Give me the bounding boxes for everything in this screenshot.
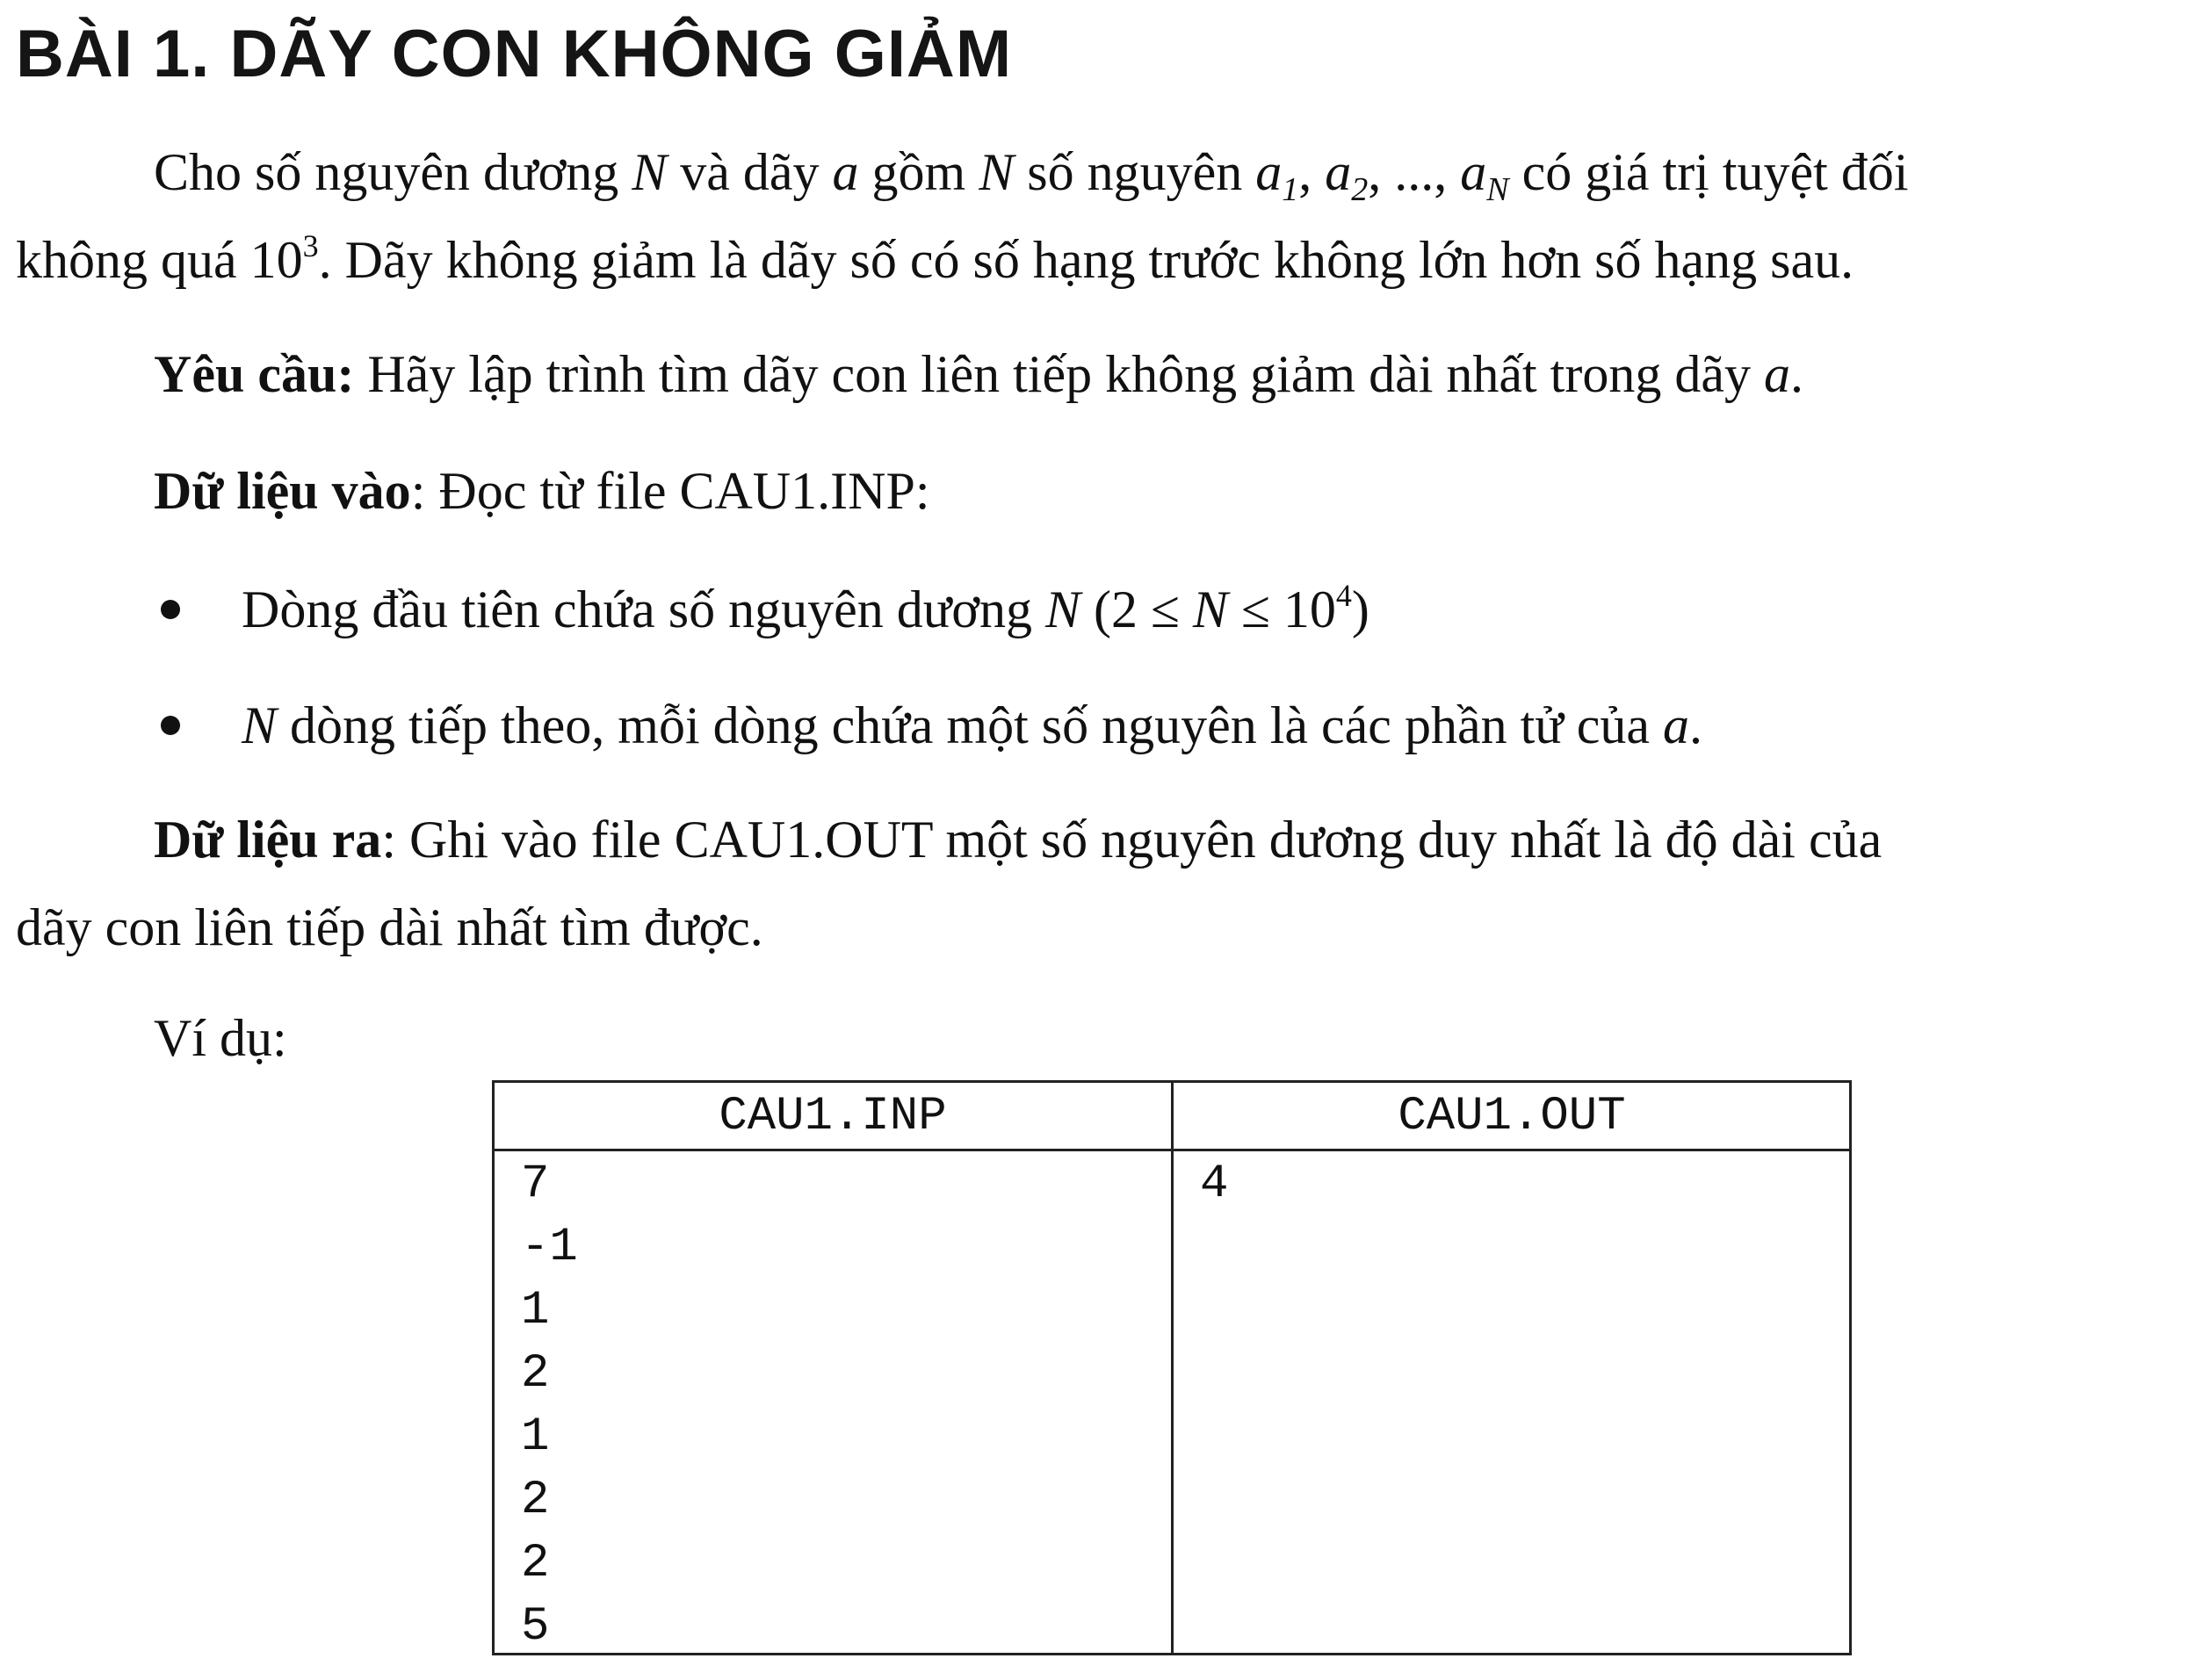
example-label: Ví dụ: — [154, 1009, 287, 1067]
input-line: 7 — [521, 1157, 550, 1211]
input-spec: Dữ liệu vào: Đọc từ file CAU1.INP: — [154, 462, 930, 520]
bullet-dot — [161, 716, 180, 735]
input-bullet-2: N dòng tiếp theo, mỗi dòng chứa một số nguyên là các phần tử của a. — [242, 696, 1703, 754]
output-file-content — [1200, 1153, 1228, 1216]
bullet-dot — [161, 600, 180, 619]
problem-title: BÀI 1. DÃY CON KHÔNG GIẢM — [16, 17, 1013, 91]
requirement: Yêu cầu: Hãy lập trình tìm dãy con liên tiếp không giảm dài nhất trong dãy a. — [154, 345, 1803, 403]
input-line: 2 — [521, 1537, 550, 1590]
output-spec-line-1: Dữ liệu ra: Ghi vào file CAU1.OUT một số nguyên dương duy nhất là độ dài của — [154, 811, 1882, 869]
intro-line-2: không quá $10^3$. Dãy không giảm là dãy số có số hạng trước không lớn hơn số hạng sau. — [16, 228, 1854, 289]
output-spec-line-2: dãy con liên tiếp dài nhất tìm được. — [16, 898, 763, 956]
input-line: 2 — [521, 1474, 550, 1527]
input-file-content — [521, 1153, 578, 1659]
input-file-header: CAU1.INP — [719, 1090, 947, 1143]
header-divider — [495, 1149, 1849, 1151]
input-bullet-1: Dòng đầu tiên chứa số nguyên dương N $(2 \le N \le 10^4)$ — [242, 578, 1369, 638]
input-line: 5 — [521, 1600, 550, 1654]
intro-line-1: Cho số nguyên dương N và dãy a gồm N số nguyên $a_1$, $a_2$, ..., $a_N$ có giá trị tuyệt đối — [154, 143, 1909, 208]
input-line: 1 — [521, 1284, 550, 1338]
input-line: -1 — [521, 1221, 578, 1274]
example-table — [492, 1080, 1852, 1655]
input-line: 2 — [521, 1347, 550, 1401]
output-line: 4 — [1200, 1157, 1229, 1211]
input-line: 1 — [521, 1410, 550, 1464]
column-divider — [1171, 1083, 1174, 1653]
output-file-header: CAU1.OUT — [1398, 1090, 1626, 1143]
